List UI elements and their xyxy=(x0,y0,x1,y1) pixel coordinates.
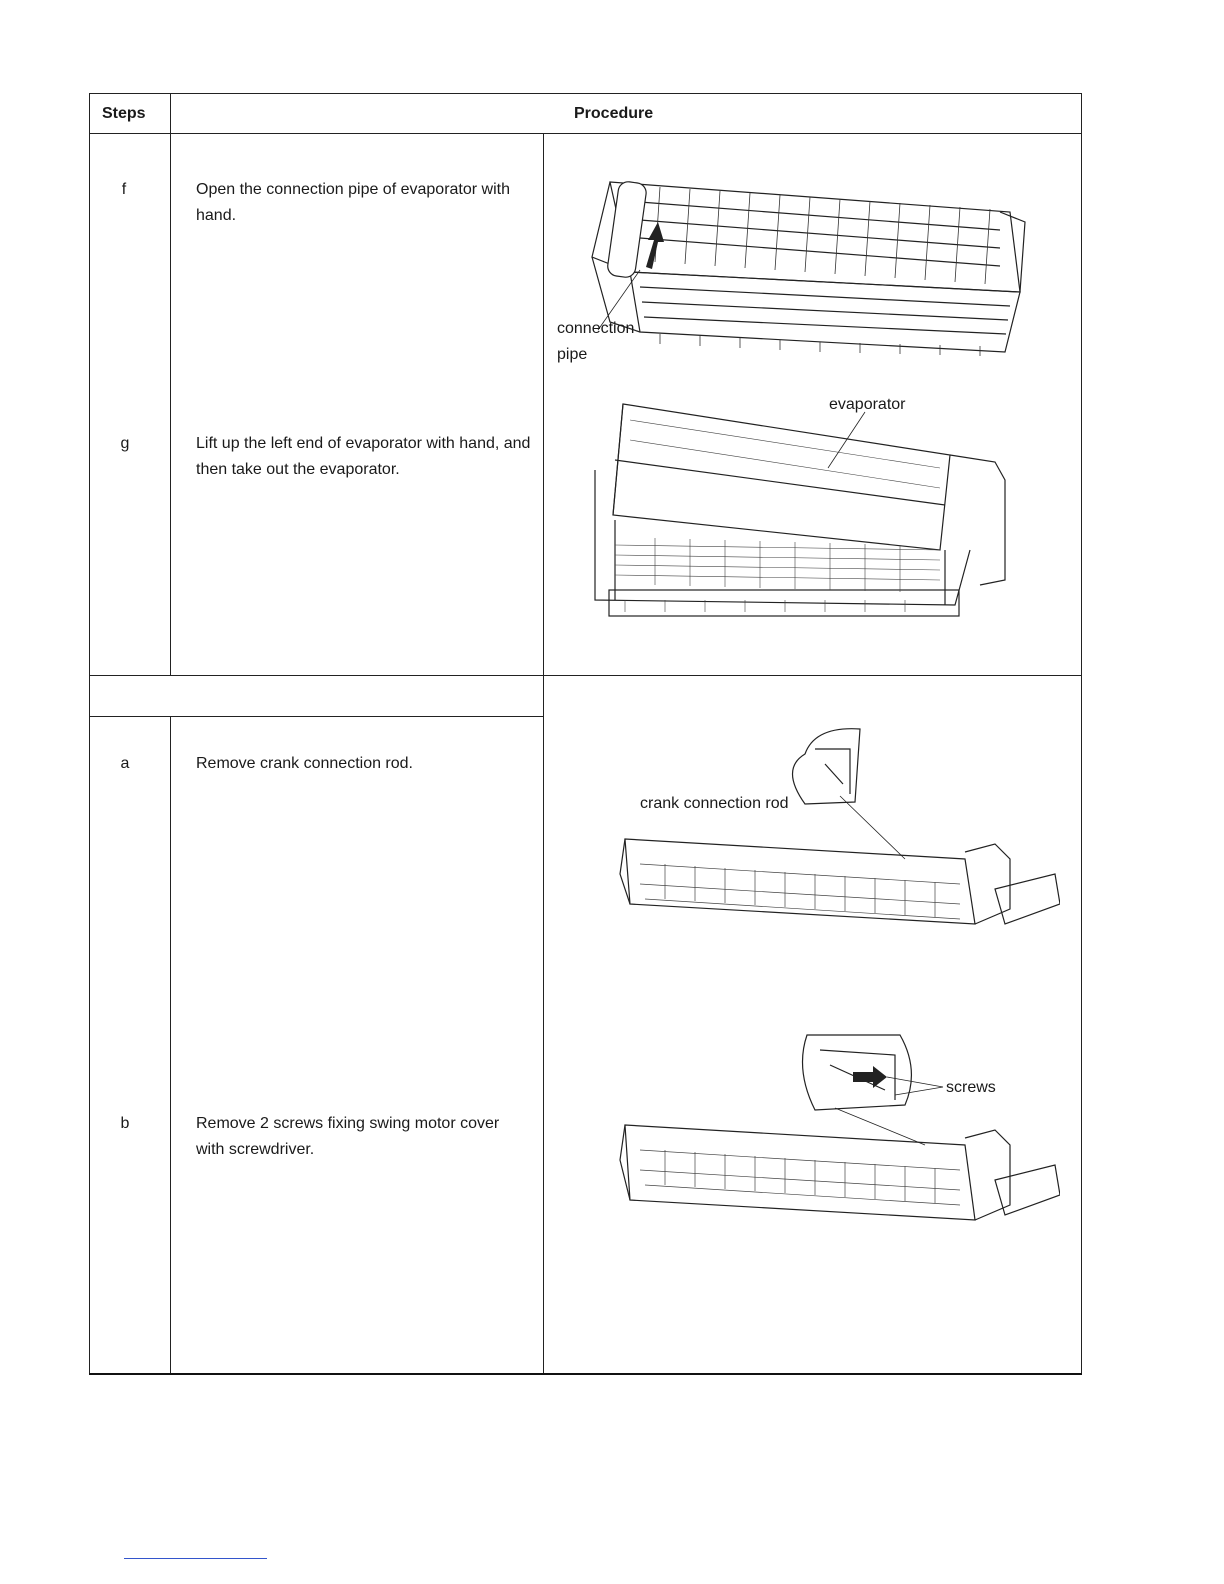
step-text-f: Open the connection pipe of evaporator with hand. xyxy=(196,181,510,224)
callout-connection-pipe-line2: pipe xyxy=(557,346,588,363)
header-steps: Steps xyxy=(102,105,146,122)
image-column-divider xyxy=(543,133,544,1374)
step-text-b: Remove 2 screws fixing swing motor cover with screwdriver. xyxy=(196,1115,500,1158)
figure-evaporator xyxy=(585,400,1030,630)
step-label-f: f xyxy=(121,181,127,198)
steps-column-divider-top xyxy=(170,93,171,676)
figure-crank-connection-rod xyxy=(615,724,1060,944)
steps-column-divider-bottom xyxy=(170,716,171,1374)
figure-connection-pipe xyxy=(580,162,1030,362)
table-bottom-rule xyxy=(89,1373,1082,1375)
footer-rule xyxy=(124,1558,267,1559)
callout-screws: screws xyxy=(946,1079,996,1096)
header-divider xyxy=(89,133,1082,134)
step-label-b: b xyxy=(120,1115,130,1132)
step-label-g: g xyxy=(120,435,130,452)
step-text-a: Remove crank connection rod. xyxy=(196,755,413,772)
section-title-divider xyxy=(89,716,543,717)
figure-screws xyxy=(615,1030,1060,1245)
header-procedure: Procedure xyxy=(574,105,654,122)
section-divider xyxy=(89,675,1082,676)
step-text-g: Lift up the left end of evaporator with hand, and then take out the evaporator. xyxy=(196,435,531,478)
callout-crank-connection-rod: crank connection rod xyxy=(640,795,789,812)
callout-connection-pipe-line1: connection xyxy=(557,320,635,337)
step-label-a: a xyxy=(120,755,130,772)
callout-evaporator: evaporator xyxy=(829,396,906,413)
